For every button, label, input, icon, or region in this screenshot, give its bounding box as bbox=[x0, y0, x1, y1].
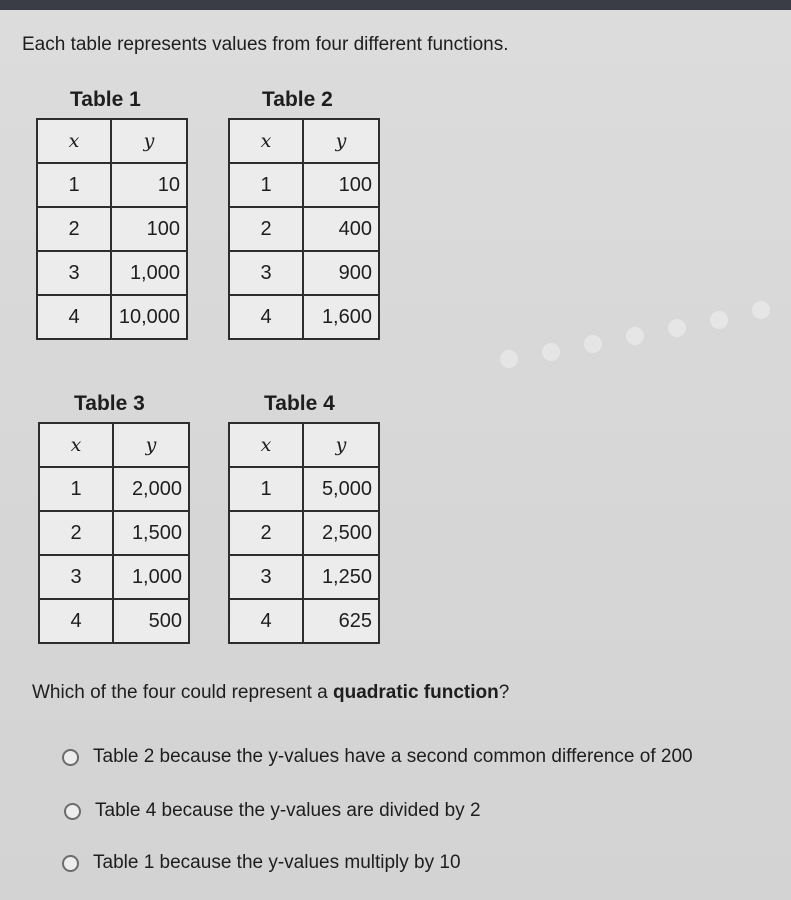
table-row bbox=[229, 467, 379, 511]
table-3-y-cell: 1,000 bbox=[113, 555, 189, 599]
table-3-x-cell: 1 bbox=[39, 467, 113, 511]
prompt-text: Each table represents values from four different functions. bbox=[22, 34, 509, 55]
table-1-y-header: y bbox=[111, 119, 187, 163]
table-3-x-header: x bbox=[39, 423, 113, 467]
table-4 bbox=[228, 422, 380, 644]
table-4-title: Table 4 bbox=[264, 392, 335, 415]
table-2-x-header: x bbox=[229, 119, 303, 163]
top-bar bbox=[0, 0, 791, 10]
table-1-y-cell: 100 bbox=[111, 207, 187, 251]
table-3-x-cell: 4 bbox=[39, 599, 113, 643]
table-row bbox=[39, 555, 189, 599]
table-1-title: Table 1 bbox=[70, 88, 141, 111]
table-1-y-cell: 1,000 bbox=[111, 251, 187, 295]
table-4-y-header: y bbox=[303, 423, 379, 467]
table-row bbox=[37, 251, 187, 295]
radio-button[interactable] bbox=[62, 749, 79, 766]
table-2-y-cell: 900 bbox=[303, 251, 379, 295]
question-emphasis: quadratic function bbox=[333, 682, 499, 703]
table-row bbox=[39, 511, 189, 555]
table-4-x-cell: 2 bbox=[229, 511, 303, 555]
answer-option[interactable] bbox=[62, 746, 693, 768]
answer-option-label: Table 2 because the y-values have a second common difference of 200 bbox=[93, 746, 693, 767]
table-4-x-cell: 3 bbox=[229, 555, 303, 599]
answer-option[interactable] bbox=[62, 852, 461, 874]
table-1-x-cell: 1 bbox=[37, 163, 111, 207]
table-4-x-header: x bbox=[229, 423, 303, 467]
table-2-x-cell: 1 bbox=[229, 163, 303, 207]
radio-button[interactable] bbox=[62, 855, 79, 872]
question-page bbox=[0, 10, 791, 900]
table-2-y-cell: 100 bbox=[303, 163, 379, 207]
question-suffix: ? bbox=[498, 682, 510, 703]
table-row bbox=[229, 163, 379, 207]
table-1-x-cell: 3 bbox=[37, 251, 111, 295]
table-2-y-cell: 1,600 bbox=[303, 295, 379, 339]
table-3-y-header: y bbox=[113, 423, 189, 467]
answer-option[interactable] bbox=[64, 800, 481, 822]
table-row bbox=[37, 295, 187, 339]
table-row bbox=[229, 555, 379, 599]
table-2-x-cell: 4 bbox=[229, 295, 303, 339]
table-row bbox=[37, 163, 187, 207]
table-1-x-header: x bbox=[37, 119, 111, 163]
table-4-y-cell: 1,250 bbox=[303, 555, 379, 599]
table-2-x-cell: 3 bbox=[229, 251, 303, 295]
table-2 bbox=[228, 118, 380, 340]
table-4-y-cell: 2,500 bbox=[303, 511, 379, 555]
table-1-y-cell: 10,000 bbox=[111, 295, 187, 339]
table-3-y-cell: 2,000 bbox=[113, 467, 189, 511]
table-3-title: Table 3 bbox=[74, 392, 145, 415]
table-1-x-cell: 2 bbox=[37, 207, 111, 251]
table-row bbox=[229, 599, 379, 643]
table-2-title: Table 2 bbox=[262, 88, 333, 111]
table-row bbox=[229, 207, 379, 251]
table-2-y-cell: 400 bbox=[303, 207, 379, 251]
table-4-y-cell: 5,000 bbox=[303, 467, 379, 511]
screen-glare bbox=[500, 295, 780, 375]
question-text bbox=[32, 682, 509, 704]
table-row bbox=[229, 295, 379, 339]
table-2-y-header: y bbox=[303, 119, 379, 163]
table-row bbox=[39, 599, 189, 643]
table-row bbox=[37, 207, 187, 251]
table-4-x-cell: 4 bbox=[229, 599, 303, 643]
table-row bbox=[229, 511, 379, 555]
table-3 bbox=[38, 422, 190, 644]
table-4-y-cell: 625 bbox=[303, 599, 379, 643]
table-3-x-cell: 3 bbox=[39, 555, 113, 599]
table-2-x-cell: 2 bbox=[229, 207, 303, 251]
question-prefix: Which of the four could represent a bbox=[32, 682, 333, 703]
table-3-y-cell: 500 bbox=[113, 599, 189, 643]
table-4-x-cell: 1 bbox=[229, 467, 303, 511]
table-3-y-cell: 1,500 bbox=[113, 511, 189, 555]
answer-option-label: Table 4 because the y-values are divided by 2 bbox=[95, 800, 481, 821]
table-row bbox=[39, 467, 189, 511]
table-3-x-cell: 2 bbox=[39, 511, 113, 555]
table-1-x-cell: 4 bbox=[37, 295, 111, 339]
radio-button[interactable] bbox=[64, 803, 81, 820]
table-1-y-cell: 10 bbox=[111, 163, 187, 207]
table-1 bbox=[36, 118, 188, 340]
table-row bbox=[229, 251, 379, 295]
answer-option-label: Table 1 because the y-values multiply by 10 bbox=[93, 852, 461, 873]
